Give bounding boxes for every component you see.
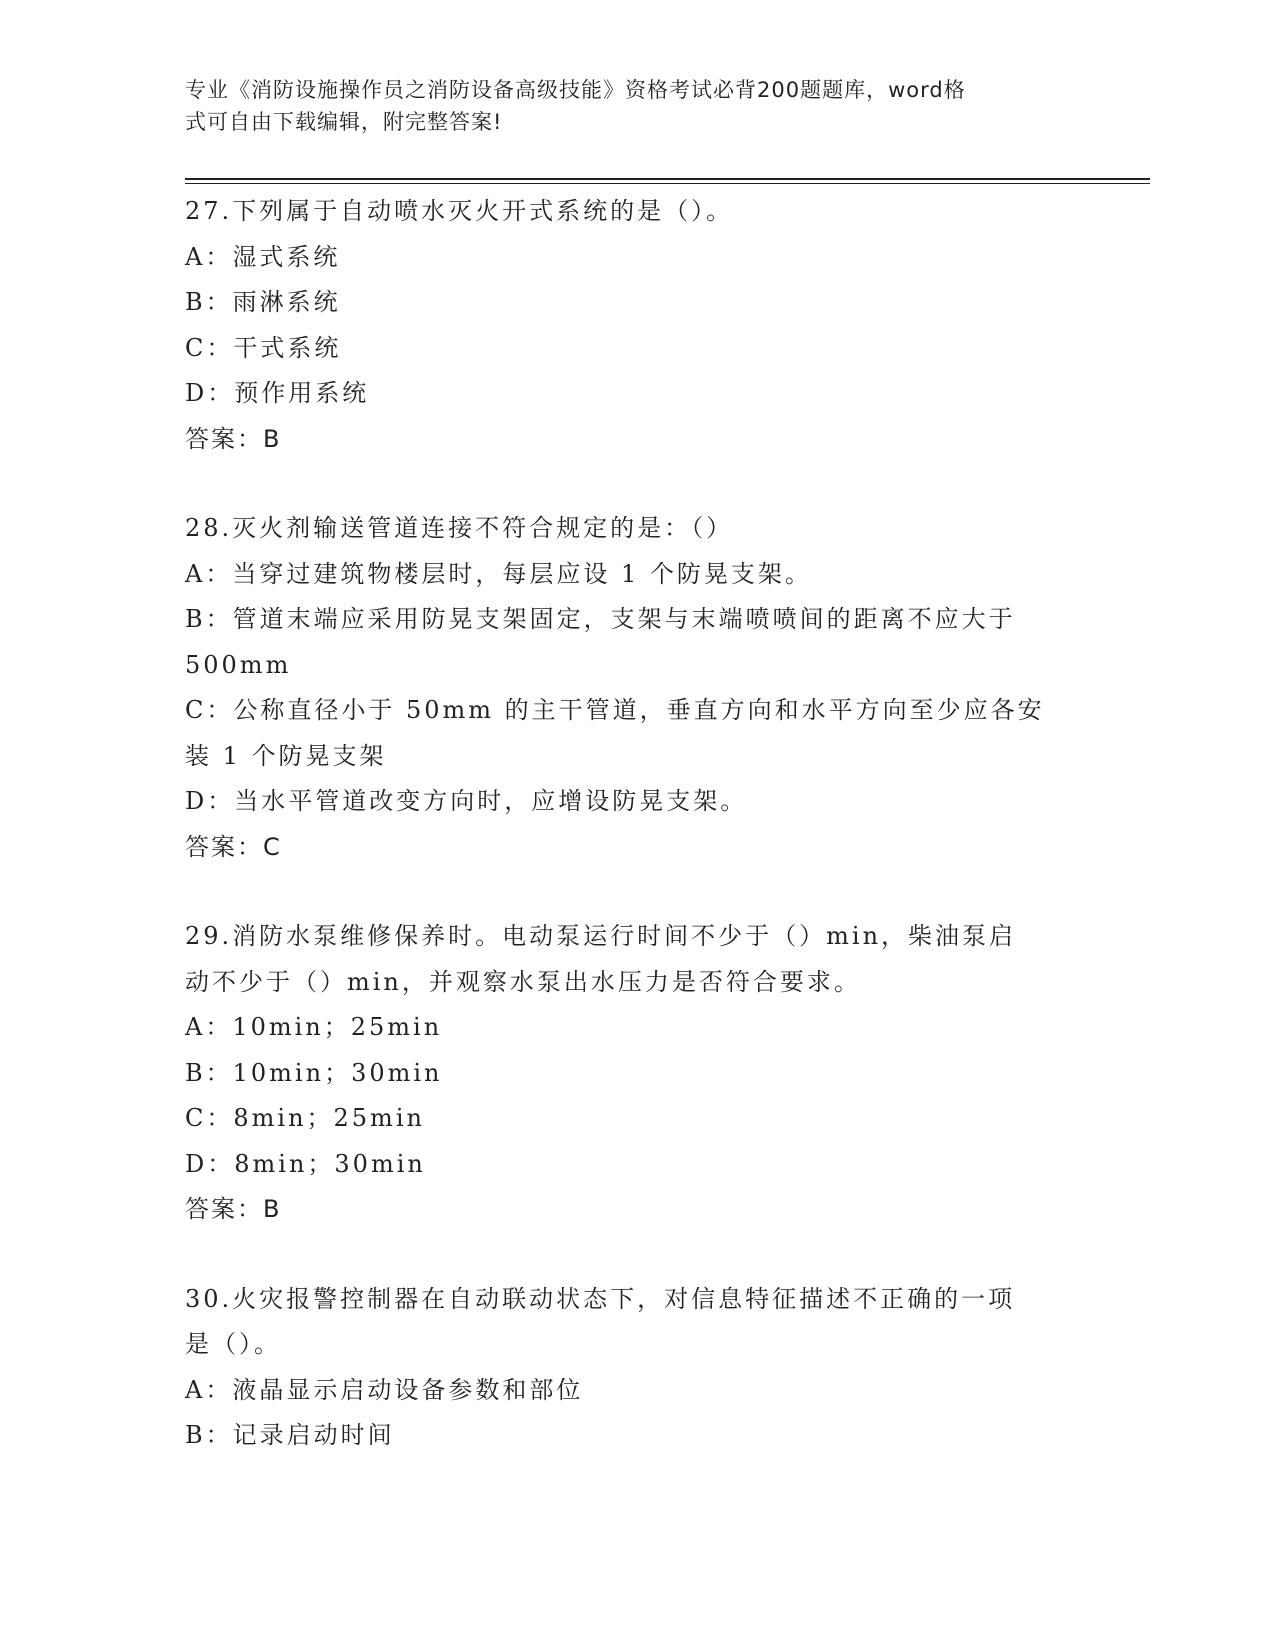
header-line-1: 专业《消防设施操作员之消防设备高级技能》资格考试必背200题题库，word格 — [185, 78, 966, 102]
answer-line: 答案：B — [185, 1195, 282, 1223]
question-stem: 28.灭火剂输送管道连接不符合规定的是：（） — [185, 514, 734, 542]
option-a: A：湿式系统 — [185, 242, 341, 271]
option-c: C：干式系统 — [185, 333, 342, 362]
question-stem: 27.下列属于自动喷水灭火开式系统的是（）。 — [185, 197, 734, 225]
question-stem-continued: 动不少于（）min，并观察水泵出水压力是否符合要求。 — [185, 967, 861, 996]
option-d: D：8min；30min — [185, 1149, 426, 1178]
option-d: D：当水平管道改变方向时，应增设防晃支架。 — [185, 787, 748, 815]
option-b: B：10min；30min — [185, 1058, 443, 1087]
option-b: B：雨淋系统 — [185, 288, 341, 316]
question-stem: 30.火灾报警控制器在自动联动状态下，对信息特征描述不正确的一项 — [185, 1284, 1016, 1313]
document-header — [185, 74, 1065, 138]
question-stem-continued: 是（）。 — [185, 1330, 281, 1358]
header-divider-thick — [185, 178, 1150, 180]
option-a: A：当穿过建筑物楼层时，每层应设 1 个防晃支架。 — [185, 559, 812, 588]
question-list — [185, 189, 1075, 1503]
answer-line: 答案：B — [185, 424, 282, 453]
option-a: A：液晶显示启动设备参数和部位 — [185, 1375, 584, 1404]
question-28 — [185, 506, 1075, 870]
header-line-2: 式可自由下载编辑，附完整答案! — [185, 110, 503, 134]
option-a: A：10min；25min — [185, 1013, 443, 1041]
header-divider-thin — [185, 183, 1150, 184]
question-29 — [185, 914, 1075, 1233]
question-stem: 29.消防水泵维修保养时。电动泵运行时间不少于（）min，柴油泵启 — [185, 922, 1017, 950]
option-b: B：记录启动时间 — [185, 1421, 395, 1449]
option-d: D：预作用系统 — [185, 379, 370, 407]
answer-line: 答案：C — [185, 832, 282, 861]
question-30 — [185, 1277, 1075, 1459]
question-27 — [185, 189, 1075, 462]
option-b-continued: 500mm — [185, 650, 292, 679]
option-c: C：8min；25min — [185, 1104, 425, 1132]
option-c-continued: 装 1 个防晃支架 — [185, 741, 387, 770]
option-b: B：管道末端应采用防晃支架固定，支架与末端喷喷间的距离不应大于 — [185, 605, 1016, 633]
option-c: C：公称直径小于 50mm 的主干管道，垂直方向和水平方向至少应各安 — [185, 696, 1045, 724]
